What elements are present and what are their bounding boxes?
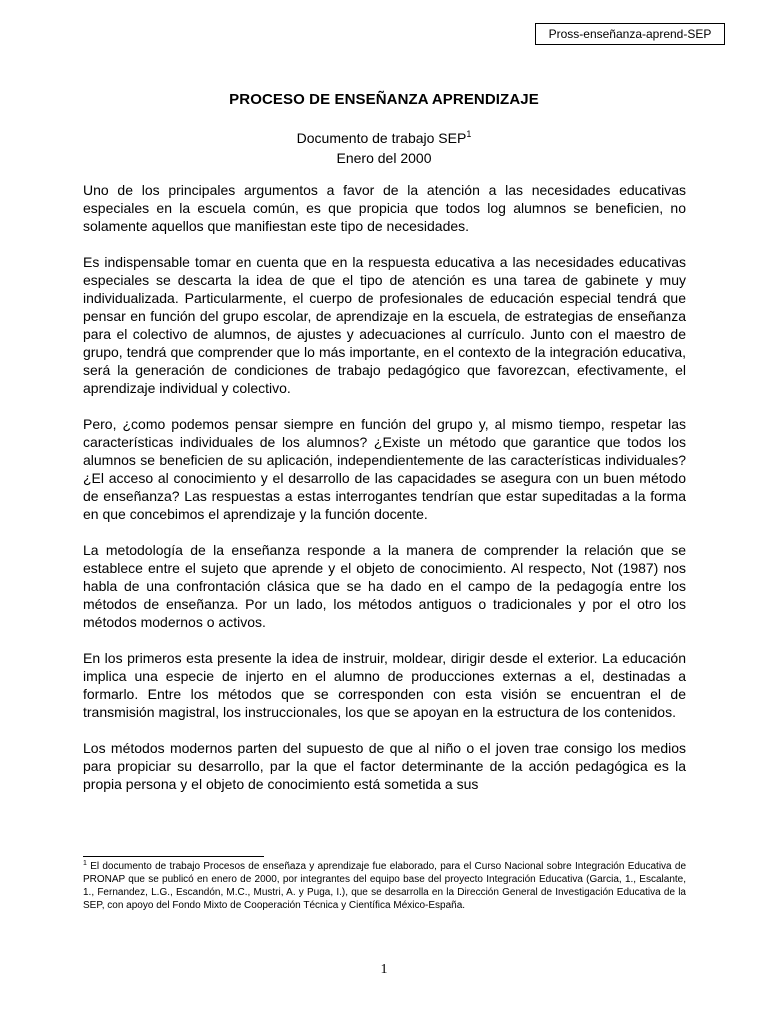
header-tag: Pross-enseñanza-aprend-SEP — [535, 23, 725, 45]
subtitle-line-1 — [0, 128, 768, 148]
footnote-text: El documento de trabajo Procesos de enseñaza y aprendizaje fue elaborado, para el Curso Nacional sobre Integración Educativa de PRONAP que se publicó en enero de 2000, por integrantes del equipo base del proyecto Integración Educativa (Garcia, 1., Escalante, 1., Fernandez, L.G., Escandón, M.C., Mustri, A. y Puga, I.), que se desarrolla en la Dirección General de Investigación Educativa de la SEP, con apoyo del Fondo Mixto de Cooperación Técnica y Científica México-España. — [83, 861, 687, 911]
paragraph: Pero, ¿como podemos pensar siempre en función del grupo y, al mismo tiempo, respetar las características individuales de los alumnos? ¿Existe un método que garantice que todos los alumnos se beneficien de su aplicación, independientemente de las características individuales? ¿El acceso al conocimiento y el desarrollo de las capacidades se asegura con un buen método de enseñanza? Las respuestas a estas interrogantes tendrían que estar supeditadas a la forma en que concebimos el aprendizaje y la función docente. — [83, 416, 686, 522]
document-subtitle — [0, 128, 768, 168]
page-number: 1 — [380, 962, 388, 977]
paragraph: En los primeros esta presente la idea de instruir, moldear, dirigir desde el exterior. La educación implica una especie de injerto en el alumno de producciones externas a el, destinadas a formarlo. Entre los métodos que se corresponden con esta visión se encuentran el de transmisión magistral, los instruccionales, los que se apoyan en la estructura de los contenidos. — [83, 650, 686, 720]
body-text — [83, 181, 686, 811]
paragraph: La metodología de la enseñanza responde a la manera de comprender la relación que se establece entre el sujeto que aprende y el objeto de conocimiento. Al respecto, Not (1987) nos habla de una confrontación clásica que se ha dado en el campo de la pedagogía entre los métodos de enseñanza. Por un lado, los métodos antiguos o tradicionales y por el otro los métodos modernos o activos. — [83, 542, 686, 630]
paragraph: Los métodos modernos parten del supuesto de que al niño o el joven trae consigo los medios para propiciar su desarrollo, par la que el factor determinante de la acción pedagógica es la propia persona y el objeto de conocimiento está sometida a sus — [83, 740, 686, 792]
footnote-divider — [83, 856, 264, 857]
paragraph: Es indispensable tomar en cuenta que en la respuesta educativa a las necesidades educativas especiales se descarta la idea de que el tipo de atención es una tarea de gabinete y muy individualizada. Particularmente, el cuerpo de profesionales de educación especial tendrá que pensar en función del grupo escolar, de aprendizaje en la escuela, de estrategias de enseñanza para el colectivo de alumnos, de ajustes y adecuaciones al currículo. Junto con el maestro de grupo, tendrá que comprender que lo más importante, en el contexto de la integración educativa, será la generación de condiciones de trabajo pedagógico que favorezcan, efectivamente, el aprendizaje individual y colectivo. — [83, 254, 686, 396]
subtitle-text: Documento de trabajo SEP — [296, 130, 467, 146]
document-title: PROCESO DE ENSEÑANZA APRENDIZAJE — [229, 91, 539, 108]
subtitle-date: Enero del 2000 — [336, 150, 432, 166]
footnote — [83, 860, 686, 912]
paragraph: Uno de los principales argumentos a favor de la atención a las necesidades educativas especiales en la escuela común, es que propicia que todos log alumnos se beneficien, no solamente aquellos que manifiestan este tipo de necesidades. — [83, 182, 686, 234]
footnote-marker: 1 — [83, 860, 87, 867]
footnote-reference[interactable]: 1 — [466, 129, 472, 139]
